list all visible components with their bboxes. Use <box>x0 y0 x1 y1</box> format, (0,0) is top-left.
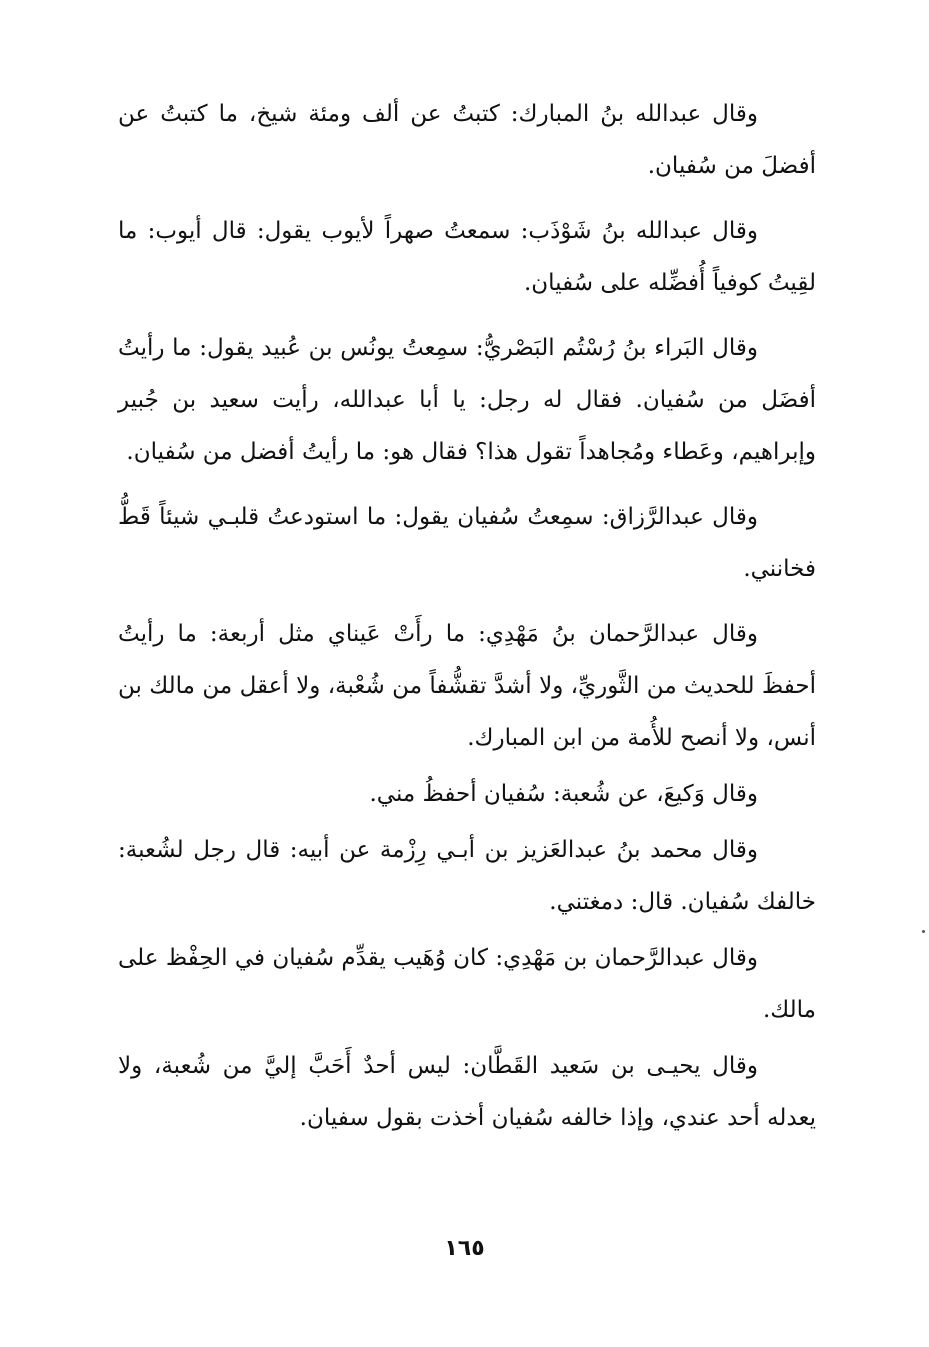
paragraph-ibn-abi-rizma: وقال محمد بنُ عبدالعَزيز بن أبـي رِزْمة عن أبيه: قال رجل لشُعبة: خالفك سُفيان. قال: دمغتني. <box>118 837 816 915</box>
paragraph-al-bara: وقال البَراء بنُ رُسْتُم البَصْريُّ: سمِعتُ يونُس بن عُبيد يقول: ما رأيتُ أفضَل من سُفيان. فقال له رجل: يا أبا عبدالله، رأيت سعيد بن جُبير وإبراهيم، وعَطاء ومُجاهداً تقول هذا؟ فقال هو: ما رأيتُ أفضل من سُفيان. <box>118 335 816 465</box>
paragraph-ibn-al-mubarak: وقال عبدالله بنُ المبارك: كتبتُ عن ألف ومئة شيخ، ما كتبتُ عن أفضلَ من سُفيان. <box>118 101 816 179</box>
body-text <box>118 88 816 1148</box>
scan-speck <box>922 930 925 933</box>
paragraph-waki: وقال وَكيعَ، عن شُعبة: سُفيان أحفظُ مني. <box>369 781 758 807</box>
paragraph-ibn-mahdi-wuhayb: وقال عبدالرَّحمان بن مَهْدِي: كان وُهَيب يقدِّم سُفيان في الحِفْظ على مالك. <box>118 945 816 1023</box>
paragraph-al-qattan: وقال يحيـى بن سَعيد القَطَّان: ليس أحدٌ أَحَبَّ إليَّ من شُعبة، ولا يعدله أحد عندي، وإذا خالفه سُفيان أخذت بقول سفيان. <box>118 1053 816 1131</box>
page-number: ١٦٥ <box>444 1236 485 1261</box>
paragraph-ibn-shawdhab: وقال عبدالله بنُ شَوْذَب: سمعتُ صهراً لأيوب يقول: قال أيوب: ما لقِيتُ كوفياً أُفضِّله على سُفيان. <box>118 218 816 296</box>
paragraph-ibn-mahdi-four: وقال عبدالرَّحمان بنُ مَهْدِي: ما رأَتْ عَيناي مثل أربعة: ما رأيتُ أحفظَ للحديث من الثَّوريِّ، ولا أشدَّ تقشُّفاً من شُعْبة، ولا أعقل من مالك بن أنس، ولا أنصح للأُمة من ابن المبارك. <box>118 621 816 751</box>
paragraph-abdul-razzaq: وقال عبدالرَّزاق: سمِعتُ سُفيان يقول: ما استودعتُ قلبـي شيئاً قَطُّ فخانني. <box>118 504 816 582</box>
